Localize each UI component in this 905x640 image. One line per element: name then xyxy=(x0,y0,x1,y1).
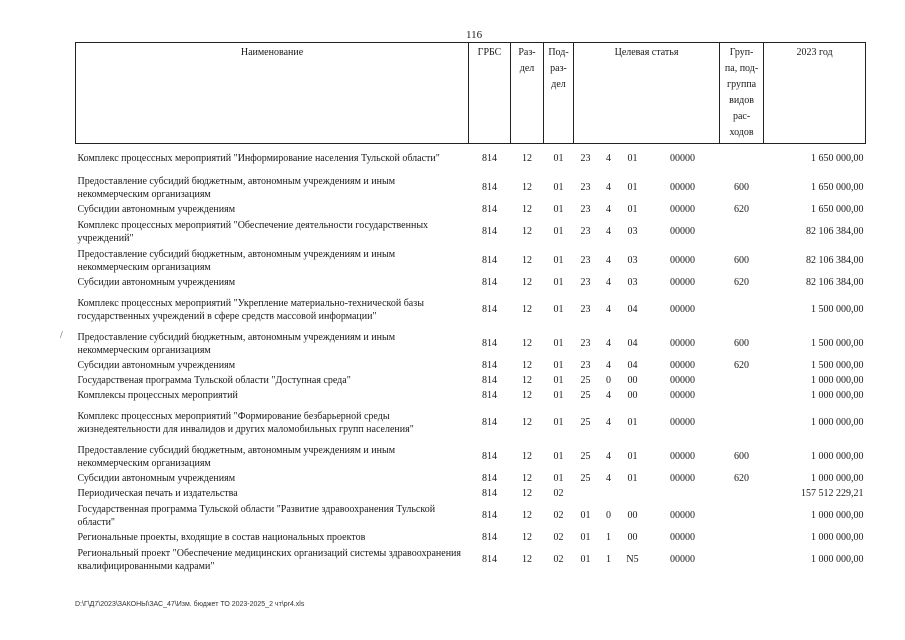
table-row xyxy=(76,471,866,486)
row-amount: 1 000 000,00 xyxy=(811,417,864,428)
row-target-program: 01 xyxy=(580,554,591,565)
row-name: Предоставление субсидий бюджетным, автономным учреждениям и иным некоммерческим организациям xyxy=(77,331,396,356)
row-razdel: 12 xyxy=(522,451,532,462)
row-amount: 1 500 000,00 xyxy=(811,360,864,371)
header-name: Наименование xyxy=(76,43,469,144)
row-target-type: 4 xyxy=(606,304,611,315)
row-target-type: 4 xyxy=(606,417,611,428)
row-podrazdel: 01 xyxy=(553,153,564,164)
row-target-direction xyxy=(646,486,720,501)
row-target-item: 03 xyxy=(627,226,638,237)
row-target-type xyxy=(598,486,620,501)
row-podrazdel: 01 xyxy=(553,182,564,193)
row-expense-group xyxy=(720,388,764,403)
row-grbs: 814 xyxy=(482,153,497,164)
row-target-type: 4 xyxy=(606,226,611,237)
table-row xyxy=(76,358,866,373)
table-row xyxy=(76,173,866,202)
row-grbs: 814 xyxy=(482,390,497,401)
row-grbs: 814 xyxy=(482,532,497,543)
row-target-item: 01 xyxy=(627,451,638,462)
row-expense-group xyxy=(720,373,764,388)
row-name: Региональные проекты, входящие в состав национальных проектов xyxy=(77,532,366,543)
row-target-item: 00 xyxy=(627,375,638,386)
row-podrazdel: 01 xyxy=(553,255,564,266)
row-podrazdel: 02 xyxy=(553,510,564,521)
row-target-type: 4 xyxy=(606,277,611,288)
row-target-type: 4 xyxy=(606,182,611,193)
row-target-item: N5 xyxy=(626,554,639,565)
row-name: Государственная программа Тульской области "Развитие здравоохранения Тульской области" xyxy=(77,503,436,528)
row-razdel: 12 xyxy=(522,417,532,428)
row-target-type: 0 xyxy=(606,510,611,521)
row-razdel: 12 xyxy=(522,153,532,164)
row-target-direction: 00000 xyxy=(670,338,696,349)
row-expense-group: 600 xyxy=(734,182,750,193)
table-row xyxy=(76,486,866,501)
row-grbs: 814 xyxy=(482,554,497,565)
row-target-type: 4 xyxy=(606,153,611,164)
row-grbs: 814 xyxy=(482,375,497,386)
table-row xyxy=(76,501,866,530)
row-target-direction: 00000 xyxy=(670,204,696,215)
row-target-item: 01 xyxy=(627,473,638,484)
row-target-type: 4 xyxy=(606,473,611,484)
row-name: Комплексы процессных мероприятий xyxy=(77,390,238,401)
row-target-type: 1 xyxy=(606,554,611,565)
row-amount: 1 500 000,00 xyxy=(811,304,864,315)
row-podrazdel: 01 xyxy=(553,226,564,237)
row-expense-group: 620 xyxy=(734,360,750,371)
row-target-item: 00 xyxy=(627,532,638,543)
row-podrazdel: 01 xyxy=(553,360,564,371)
row-target-type: 0 xyxy=(606,375,611,386)
row-expense-group xyxy=(720,290,764,329)
row-expense-group xyxy=(720,486,764,501)
row-name: Периодическая печать и издательства xyxy=(77,488,238,499)
row-razdel: 12 xyxy=(522,510,532,521)
table-row xyxy=(76,144,866,174)
row-target-program: 25 xyxy=(580,375,591,386)
table-row xyxy=(76,202,866,217)
row-amount: 1 650 000,00 xyxy=(811,182,864,193)
row-podrazdel: 01 xyxy=(553,375,564,386)
row-grbs: 814 xyxy=(482,473,497,484)
table-body xyxy=(76,144,866,575)
row-target-direction: 00000 xyxy=(670,182,696,193)
row-target-direction: 00000 xyxy=(670,375,696,386)
row-name: Субсидии автономным учреждениям xyxy=(77,360,236,371)
row-target-direction: 00000 xyxy=(670,153,696,164)
row-expense-group xyxy=(720,144,764,174)
row-name: Комплекс процессных мероприятий "Информирование населения Тульской области" xyxy=(77,153,440,164)
row-expense-group xyxy=(720,530,764,545)
row-grbs: 814 xyxy=(482,338,497,349)
row-target-program: 23 xyxy=(580,338,591,349)
row-name: Региональный проект "Обеспечение медицинских организаций системы здравоохранения квалифицированными кадрами" xyxy=(77,547,461,572)
row-grbs: 814 xyxy=(482,277,497,288)
row-target-program xyxy=(574,486,598,501)
row-amount: 1 000 000,00 xyxy=(811,554,864,565)
row-razdel: 12 xyxy=(522,204,532,215)
row-target-program: 23 xyxy=(580,277,591,288)
row-razdel: 12 xyxy=(522,473,532,484)
table-row xyxy=(76,442,866,471)
row-podrazdel: 01 xyxy=(553,304,564,315)
row-razdel: 12 xyxy=(522,390,532,401)
row-target-item: 01 xyxy=(627,182,638,193)
row-target-type: 4 xyxy=(606,255,611,266)
row-target-direction: 00000 xyxy=(670,360,696,371)
footer-file-path: D:\Г\Д7\2023\ЗАКОНЫ\ЗАС_47\Изм. бюджет ТО 2023-2025_2 чт\pr4.xls xyxy=(75,601,305,608)
budget-table xyxy=(75,42,866,574)
row-target-direction: 00000 xyxy=(670,417,696,428)
row-target-direction: 00000 xyxy=(670,451,696,462)
header-year: 2023 год xyxy=(764,43,866,144)
row-target-item: 00 xyxy=(627,390,638,401)
row-podrazdel: 02 xyxy=(553,488,564,499)
header-group-text: Груп- па, под- группа видов рас- ходов xyxy=(724,47,759,138)
row-target-program: 25 xyxy=(580,451,591,462)
row-name: Субсидии автономным учреждениям xyxy=(77,473,236,484)
row-target-direction: 00000 xyxy=(670,532,696,543)
row-amount: 1 000 000,00 xyxy=(811,473,864,484)
row-amount: 1 000 000,00 xyxy=(811,375,864,386)
row-podrazdel: 01 xyxy=(553,417,564,428)
row-razdel: 12 xyxy=(522,182,532,193)
row-amount: 1 000 000,00 xyxy=(811,510,864,521)
row-expense-group xyxy=(720,545,764,574)
header-razdel-text: Раз- дел xyxy=(518,47,536,74)
row-amount: 82 106 384,00 xyxy=(806,277,864,288)
table-row xyxy=(76,246,866,275)
row-target-direction: 00000 xyxy=(670,226,696,237)
row-amount: 1 650 000,00 xyxy=(811,153,864,164)
table-row xyxy=(76,217,866,246)
row-expense-group: 620 xyxy=(734,473,750,484)
row-target-item: 03 xyxy=(627,255,638,266)
row-target-program: 23 xyxy=(580,204,591,215)
row-grbs: 814 xyxy=(482,488,497,499)
header-grbs: ГРБС xyxy=(469,43,511,144)
row-target-type: 4 xyxy=(606,390,611,401)
row-podrazdel: 01 xyxy=(553,451,564,462)
row-amount: 1 000 000,00 xyxy=(811,390,864,401)
row-name: Государственая программа Тульской области "Доступная среда" xyxy=(77,375,351,386)
row-grbs: 814 xyxy=(482,255,497,266)
table-row xyxy=(76,545,866,574)
row-name: Предоставление субсидий бюджетным, автономным учреждениям и иным некоммерческим организациям xyxy=(77,444,396,469)
row-target-item: 03 xyxy=(627,277,638,288)
row-podrazdel: 01 xyxy=(553,473,564,484)
row-grbs: 814 xyxy=(482,417,497,428)
row-amount: 1 500 000,00 xyxy=(811,338,864,349)
header-group xyxy=(720,43,764,144)
row-expense-group: 600 xyxy=(734,451,750,462)
row-podrazdel: 01 xyxy=(553,277,564,288)
row-target-program: 25 xyxy=(580,417,591,428)
row-razdel: 12 xyxy=(522,375,532,386)
row-grbs: 814 xyxy=(482,451,497,462)
row-name: Комплекс процессных мероприятий "Формирование безбарьерной среды жизнедеятельности для инвалидов и других маломобильных групп населения" xyxy=(77,410,414,435)
row-grbs: 814 xyxy=(482,226,497,237)
row-razdel: 12 xyxy=(522,532,532,543)
row-target-direction: 00000 xyxy=(670,473,696,484)
row-target-program: 23 xyxy=(580,255,591,266)
row-target-item: 01 xyxy=(627,153,638,164)
row-target-direction: 00000 xyxy=(670,255,696,266)
row-razdel: 12 xyxy=(522,488,532,499)
row-target-program: 25 xyxy=(580,390,591,401)
table-row xyxy=(76,530,866,545)
row-expense-group: 600 xyxy=(734,255,750,266)
row-target-program: 23 xyxy=(580,226,591,237)
row-target-item: 04 xyxy=(627,338,638,349)
row-target-item xyxy=(620,486,646,501)
row-target-direction: 00000 xyxy=(670,277,696,288)
row-razdel: 12 xyxy=(522,360,532,371)
page-number: 116 xyxy=(466,29,483,41)
row-target-type: 4 xyxy=(606,338,611,349)
table-row xyxy=(76,373,866,388)
table-header-row xyxy=(76,43,866,144)
row-grbs: 814 xyxy=(482,304,497,315)
row-amount: 1 000 000,00 xyxy=(811,451,864,462)
row-name: Предоставление субсидий бюджетным, автономным учреждениям и иным некоммерческим организациям xyxy=(77,175,396,200)
row-grbs: 814 xyxy=(482,510,497,521)
row-target-program: 25 xyxy=(580,473,591,484)
table-row xyxy=(76,290,866,329)
row-target-direction: 00000 xyxy=(670,304,696,315)
row-target-program: 23 xyxy=(580,304,591,315)
table-row xyxy=(76,275,866,290)
row-target-type: 4 xyxy=(606,451,611,462)
row-target-direction: 00000 xyxy=(670,554,696,565)
row-amount: 157 512 229,21 xyxy=(801,488,864,499)
row-podrazdel: 01 xyxy=(553,338,564,349)
row-target-item: 01 xyxy=(627,417,638,428)
row-razdel: 12 xyxy=(522,304,532,315)
row-expense-group: 620 xyxy=(734,277,750,288)
row-target-type: 4 xyxy=(606,204,611,215)
margin-mark: / xyxy=(60,330,63,341)
row-grbs: 814 xyxy=(482,182,497,193)
row-podrazdel: 01 xyxy=(553,390,564,401)
row-grbs: 814 xyxy=(482,204,497,215)
row-name: Комплекс процессных мероприятий "Обеспечение деятельности государственных учреждений" xyxy=(77,219,429,244)
row-expense-group xyxy=(720,217,764,246)
row-target-program: 23 xyxy=(580,153,591,164)
row-amount: 82 106 384,00 xyxy=(806,226,864,237)
row-amount: 82 106 384,00 xyxy=(806,255,864,266)
header-razdel xyxy=(511,43,544,144)
row-expense-group: 600 xyxy=(734,338,750,349)
row-target-program: 23 xyxy=(580,360,591,371)
row-name: Предоставление субсидий бюджетным, автономным учреждениям и иным некоммерческим организациям xyxy=(77,248,396,273)
table-row xyxy=(76,403,866,442)
row-razdel: 12 xyxy=(522,255,532,266)
row-razdel: 12 xyxy=(522,277,532,288)
row-target-program: 01 xyxy=(580,532,591,543)
header-podrazdel-text: Под- раз- дел xyxy=(548,47,569,90)
row-razdel: 12 xyxy=(522,226,532,237)
row-name: Субсидии автономным учреждениям xyxy=(77,204,236,215)
row-expense-group: 620 xyxy=(734,204,750,215)
row-name: Комплекс процессных мероприятий "Укрепление материально-технической базы государственных учреждений в сфере средств массовой информации" xyxy=(77,297,424,322)
row-target-item: 00 xyxy=(627,510,638,521)
row-podrazdel: 01 xyxy=(553,204,564,215)
row-razdel: 12 xyxy=(522,554,532,565)
header-podrazdel xyxy=(544,43,574,144)
row-target-item: 04 xyxy=(627,360,638,371)
table-row xyxy=(76,388,866,403)
row-target-program: 23 xyxy=(580,182,591,193)
row-target-item: 01 xyxy=(627,204,638,215)
row-grbs: 814 xyxy=(482,360,497,371)
table-row xyxy=(76,329,866,358)
row-podrazdel: 02 xyxy=(553,554,564,565)
row-target-type: 4 xyxy=(606,360,611,371)
row-target-type: 1 xyxy=(606,532,611,543)
row-amount: 1 000 000,00 xyxy=(811,532,864,543)
row-expense-group xyxy=(720,501,764,530)
row-name: Субсидии автономным учреждениям xyxy=(77,277,236,288)
row-target-program: 01 xyxy=(580,510,591,521)
row-expense-group xyxy=(720,403,764,442)
row-target-direction: 00000 xyxy=(670,510,696,521)
header-target: Целевая статья xyxy=(574,43,720,144)
row-razdel: 12 xyxy=(522,338,532,349)
row-podrazdel: 02 xyxy=(553,532,564,543)
row-target-direction: 00000 xyxy=(670,390,696,401)
row-target-item: 04 xyxy=(627,304,638,315)
row-amount: 1 650 000,00 xyxy=(811,204,864,215)
